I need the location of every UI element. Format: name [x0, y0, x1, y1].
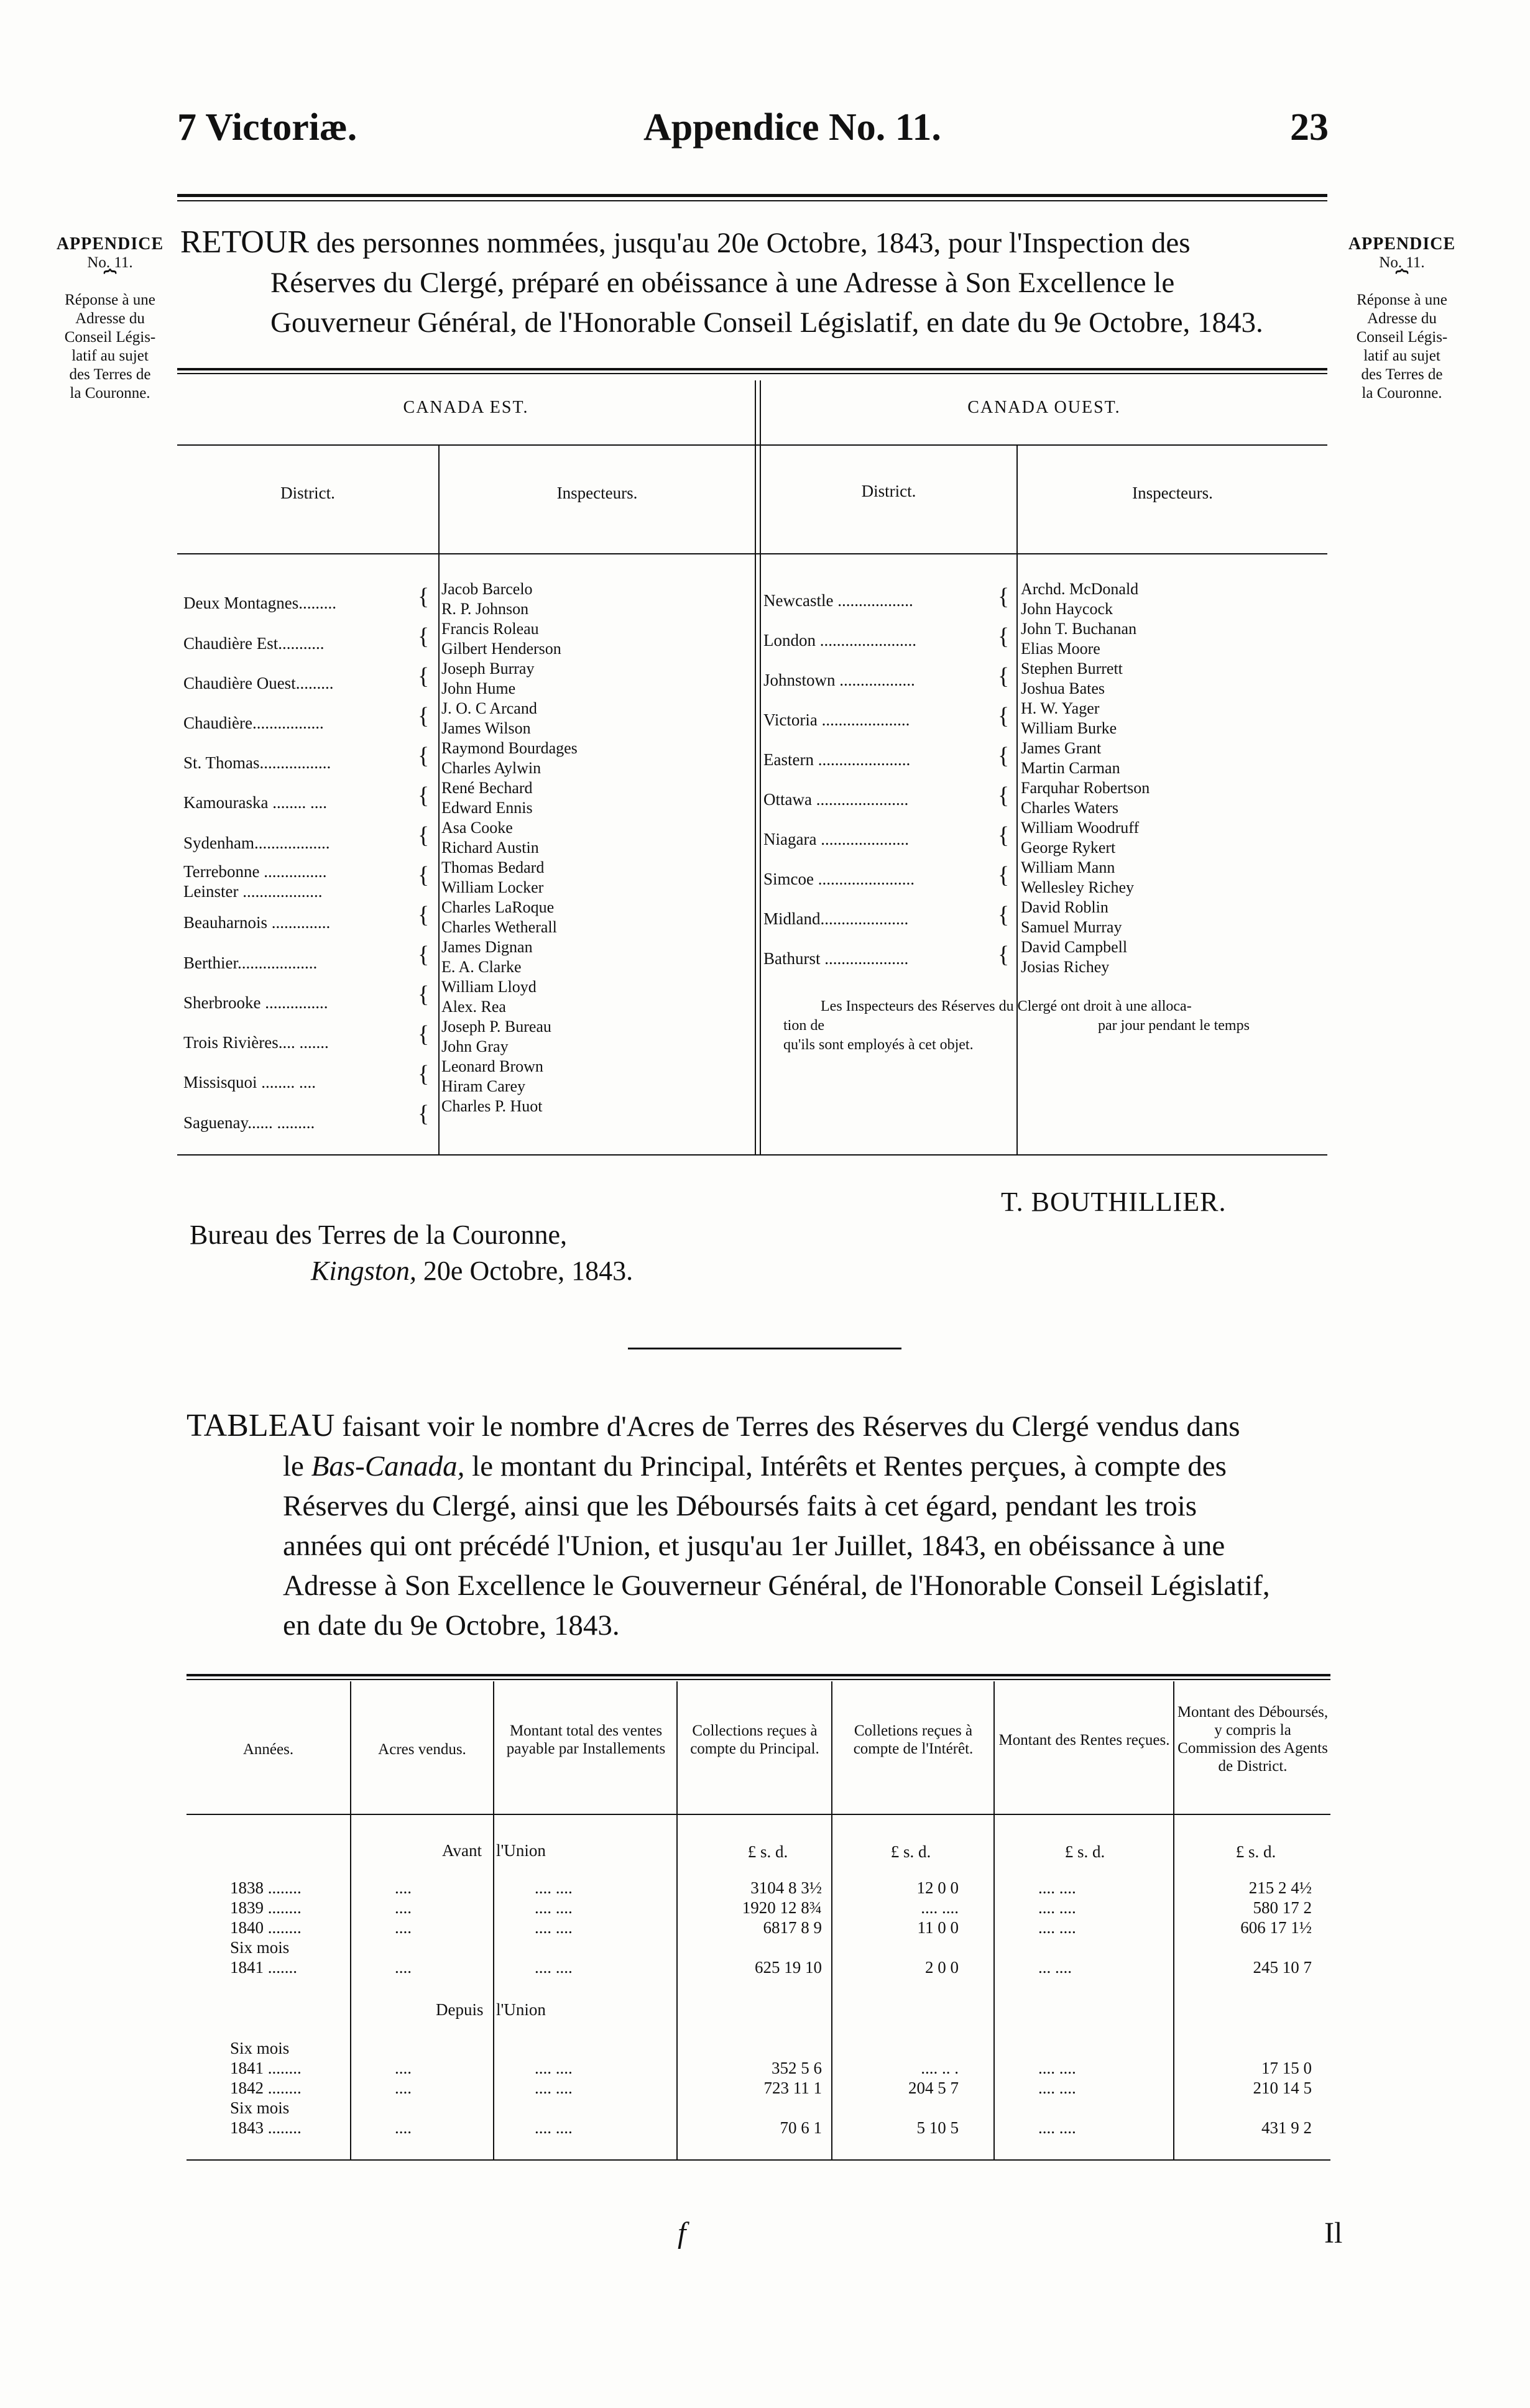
side-note-line: la Couronne. — [70, 385, 150, 402]
inspector: Samuel Murray — [1021, 918, 1122, 936]
inspector: Charles P. Huot — [441, 1097, 543, 1115]
th-ventes: Montant total des ventes payable par Installements — [506, 1722, 666, 1757]
inspector: William Mann — [1021, 858, 1115, 876]
depuis-label: Depuis — [436, 2000, 484, 2019]
district-est: Saguenay...... ......... — [183, 1113, 315, 1132]
page-number: 23 — [1290, 106, 1329, 149]
district-est: Chaudière................. — [183, 714, 324, 732]
rentes: .... .... — [1038, 1878, 1076, 1897]
table2-bottom-rule — [187, 2159, 1330, 2161]
header-rule — [177, 194, 1327, 197]
debourses: 580 17 2 — [1253, 1898, 1312, 1917]
inspector: J. O. C Arcand — [441, 699, 537, 717]
table2-col-rule — [676, 1681, 678, 2159]
district-ouest: Simcoe ....................... — [763, 870, 915, 888]
district-ouest: Midland..................... — [763, 909, 909, 928]
bureau-date-line — [190, 1253, 633, 1289]
note-fragment: par jour pendant le temps — [1098, 1018, 1250, 1034]
th-annees: Années. — [242, 1741, 294, 1758]
tableau-fragment: le — [283, 1450, 304, 1482]
inspector: Wellesley Richey — [1021, 878, 1135, 896]
table2-head-rule — [187, 1814, 1330, 1815]
brace-icon: { — [418, 1101, 430, 1127]
inspector: James Dignan — [441, 938, 533, 956]
inspector: E. A. Clarke — [441, 958, 522, 976]
th-interet: Colletions reçues à compte de l'Intérêt. — [853, 1722, 974, 1757]
tableau-line — [187, 1446, 1343, 1486]
year: 1843 ........ — [230, 2118, 302, 2137]
principal: 1920 12 8¾ — [742, 1898, 822, 1917]
inspector: Edward Ennis — [441, 799, 533, 817]
table1-top-rule — [177, 368, 1327, 370]
inspector: William Locker — [441, 878, 544, 896]
inspector: Charles Aylwin — [441, 759, 541, 777]
district-est: Missisquoi ........ .... — [183, 1073, 316, 1091]
principal: 625 19 10 — [755, 1958, 822, 1977]
inspector: Farquhar Robertson — [1021, 779, 1150, 797]
table1-bottom-rule — [177, 1154, 1327, 1156]
side-note-right — [1337, 235, 1467, 403]
tableau-line: Adresse à Son Excellence le Gouverneur Général, de l'Honorable Conseil Législatif, — [283, 1569, 1270, 1602]
district-est: Kamouraska ........ .... — [183, 793, 327, 812]
acres: .... — [395, 1898, 412, 1917]
section-divider — [628, 1348, 901, 1349]
note-line — [783, 1016, 1324, 1036]
year: 1841 ....... — [230, 1958, 297, 1977]
bureau-line: Bureau des Terres de la Couronne, — [190, 1220, 568, 1250]
table1-divider — [755, 380, 756, 1154]
rentes: .... .... — [1038, 1898, 1076, 1917]
rentes: .... .... — [1038, 2079, 1076, 2097]
district-est: Sherbrooke ............... — [183, 993, 328, 1012]
inspector: John Hume — [441, 679, 516, 697]
avant-label: l'Union — [496, 1841, 546, 1860]
ventes: .... .... — [535, 1878, 573, 1897]
inspector: Raymond Bourdages — [441, 739, 578, 757]
table2-col-rule — [493, 1681, 494, 2159]
tableau-line: Réserves du Clergé, ainsi que les Déboursés faits à cet égard, pendant les trois — [283, 1490, 1197, 1522]
depuis-label: l'Union — [496, 2000, 546, 2019]
brace-icon: ⏞ — [1395, 269, 1409, 294]
table1-head-rule — [177, 444, 1327, 446]
th-principal: Collections reçues à compte du Principal. — [690, 1722, 819, 1757]
side-note-number: No. 11. — [1379, 254, 1425, 271]
lsd-header: £ s. d. — [747, 1842, 788, 1861]
inspector: William Woodruff — [1021, 819, 1140, 837]
district-est: Leinster ................... — [183, 882, 323, 901]
acres: .... — [395, 2118, 412, 2137]
col-inspecteurs: Inspecteurs. — [556, 484, 638, 502]
year: 1841 ........ — [230, 2059, 302, 2077]
year: Six mois — [230, 2039, 290, 2057]
table2-top-rule-thin — [187, 1679, 1330, 1680]
ventes: .... .... — [535, 1898, 573, 1917]
acres: .... — [395, 2059, 412, 2077]
district-ouest: London ....................... — [763, 631, 916, 650]
district-est: St. Thomas................. — [183, 753, 331, 772]
inspectors-ouest-list — [1021, 579, 1150, 977]
acres: .... — [395, 1878, 412, 1897]
inspector: Charles LaRoque — [441, 898, 555, 916]
note-line: qu'ils sont employés à cet objet. — [783, 1037, 974, 1053]
tableau-fragment: le montant du Principal, Intérêts et Rentes perçues, à compte des — [472, 1450, 1227, 1482]
inspector: Gilbert Henderson — [441, 640, 561, 658]
principal: 6817 8 9 — [763, 1918, 822, 1937]
side-note-line: latif au sujet — [1363, 347, 1440, 364]
inspector: Asa Cooke — [441, 819, 513, 837]
side-note-line: des Terres de — [1361, 366, 1443, 383]
principal: 70 6 1 — [780, 2118, 822, 2137]
retour-line: Réserves du Clergé, préparé en obéissance à une Adresse à Son Excellence le — [270, 267, 1175, 299]
year: Six mois — [230, 2098, 290, 2117]
ventes: .... .... — [535, 1958, 573, 1977]
inspector: Josias Richey — [1021, 958, 1110, 976]
bureau-place: Kingston, — [311, 1256, 417, 1286]
rentes: .... .... — [1038, 2118, 1076, 2137]
inspector: George Rykert — [1021, 839, 1116, 857]
inspector: Hiram Carey — [441, 1077, 526, 1095]
footer-mark: Il — [1324, 2217, 1343, 2249]
inspector: Alex. Rea — [441, 998, 506, 1016]
note-line: Les Inspecteurs des Réserves du Clergé ont droit à une alloca- — [821, 998, 1192, 1014]
table1-subhead-rule — [177, 553, 1327, 554]
inspector: James Grant — [1021, 739, 1102, 757]
inspector: R. P. Johnson — [441, 600, 529, 618]
header-volume: 7 Victoriæ. — [177, 106, 357, 149]
inspector: John T. Buchanan — [1021, 620, 1137, 638]
tableau-lead: TABLEAU — [187, 1408, 335, 1443]
inspector: Joseph P. Bureau — [441, 1018, 551, 1036]
table1-col-rule — [438, 444, 440, 1154]
inspector: Thomas Bedard — [441, 858, 545, 876]
side-note-line: Conseil Légis- — [64, 329, 156, 346]
retour-lead: RETOUR — [180, 224, 310, 260]
district-est: Trois Rivières.... ....... — [183, 1033, 329, 1052]
th-debourses: Montant des Déboursés, y compris la Commission des Agents de District. — [1177, 1704, 1329, 1775]
tableau-line: en date du 9e Octobre, 1843. — [283, 1609, 620, 1642]
inspector: James Wilson — [441, 719, 531, 737]
year: 1839 ........ — [230, 1898, 302, 1917]
bureau-block — [190, 1217, 633, 1289]
interet: 204 5 7 — [908, 2079, 959, 2097]
header-appendix: Appendice No. 11. — [643, 106, 941, 149]
table2-col-rule — [993, 1681, 995, 2159]
principal: 3104 8 3½ — [750, 1878, 822, 1897]
interet: 2 0 0 — [925, 1958, 959, 1977]
debourses: 606 17 1½ — [1240, 1918, 1312, 1937]
inspector: Jacob Barcelo — [441, 580, 533, 598]
district-ouest: Johnstown .................. — [763, 671, 915, 689]
side-note-line: Conseil Légis- — [1356, 329, 1448, 346]
side-note-line: latif au sujet — [71, 347, 149, 364]
district-est: Beauharnois .............. — [183, 913, 331, 932]
interet: 12 0 0 — [916, 1878, 959, 1897]
tableau-fragment: Bas-Canada, — [311, 1450, 465, 1482]
ventes: .... .... — [535, 1918, 573, 1937]
district-ouest: Niagara ..................... — [763, 830, 909, 848]
side-note-title: APPENDICE — [1348, 234, 1456, 254]
table2-top-rule — [187, 1674, 1330, 1676]
allocation-note — [783, 997, 1324, 1055]
debourses: 431 9 2 — [1261, 2118, 1312, 2137]
brace-icon: ⏞ — [103, 269, 117, 294]
canada-ouest-title: CANADA OUEST. — [967, 398, 1121, 417]
tableau-title — [187, 1406, 1343, 1645]
district-ouest: Newcastle .................. — [763, 591, 913, 610]
retour-title — [180, 223, 1337, 342]
note-fragment: tion de — [783, 1018, 824, 1034]
side-note-line: Réponse à une — [1357, 292, 1447, 308]
table2-col-rule — [1173, 1681, 1174, 2159]
signature: T. BOUTHILLIER. — [1001, 1187, 1227, 1217]
district-ouest: Bathurst .................... — [763, 949, 909, 968]
acres: .... — [395, 1918, 412, 1937]
side-note-line: des Terres de — [69, 366, 151, 383]
acres: .... — [395, 1958, 412, 1977]
col-district: District. — [280, 484, 335, 502]
col-inspecteurs: Inspecteurs. — [1132, 484, 1213, 502]
acres: .... — [395, 2079, 412, 2097]
district-est: Berthier................... — [183, 954, 318, 972]
district-ouest: Victoria ..................... — [763, 710, 910, 729]
inspector: Stephen Burrett — [1021, 659, 1123, 678]
inspector: Charles Waters — [1021, 799, 1118, 817]
year: 1842 ........ — [230, 2079, 302, 2097]
inspector: Elias Moore — [1021, 640, 1100, 658]
col-district: District. — [861, 482, 916, 500]
inspectors-est-list — [441, 579, 578, 1116]
inspector: Charles Wetherall — [441, 918, 557, 936]
side-note-line: la Couronne. — [1362, 385, 1442, 402]
interet: .... .... — [921, 1898, 959, 1917]
brace-icon: { { { { { { { { { { — [998, 584, 1010, 968]
lsd-header: £ s. d. — [1064, 1842, 1105, 1861]
inspector: David Campbell — [1021, 938, 1128, 956]
inspector: David Roblin — [1021, 898, 1108, 916]
district-ouest: Ottawa ...................... — [763, 790, 909, 809]
inspector: William Burke — [1021, 719, 1117, 737]
table1-top-rule-thin — [177, 373, 1327, 374]
principal: 723 11 1 — [763, 2079, 822, 2097]
district-est: Deux Montagnes......... — [183, 594, 336, 612]
brace-icon: { { { { { { { { { { { { { — [418, 584, 430, 1087]
district-est: Chaudière Est........... — [183, 634, 325, 653]
interet: 11 0 0 — [917, 1918, 959, 1937]
inspector: John Haycock — [1021, 600, 1113, 618]
inspector: Leonard Brown — [441, 1057, 543, 1075]
bureau-date: 20e Octobre, 1843. — [423, 1256, 634, 1286]
side-note-line: Adresse du — [1367, 310, 1437, 327]
inspector: Francis Roleau — [441, 620, 539, 638]
th-acres: Acres vendus. — [378, 1741, 466, 1758]
interet: 5 10 5 — [916, 2118, 959, 2137]
signature-mark: f — [678, 2217, 686, 2249]
inspector: John Gray — [441, 1037, 509, 1055]
side-note-left — [45, 235, 175, 403]
lsd-header: £ s. d. — [890, 1842, 931, 1861]
ventes: .... .... — [535, 2059, 573, 2077]
inspector: Joshua Bates — [1021, 679, 1105, 697]
table2-col-rule — [831, 1681, 832, 2159]
principal: 352 5 6 — [772, 2059, 822, 2077]
retour-line: des personnes nommées, jusqu'au 20e Octobre, 1843, pour l'Inspection des — [316, 227, 1191, 259]
side-note-line: Adresse du — [75, 310, 145, 327]
inspector: Archd. McDonald — [1021, 580, 1139, 598]
tableau-line: faisant voir le nombre d'Acres de Terres des Réserves du Clergé vendus dans — [342, 1410, 1240, 1443]
inspector: Martin Carman — [1021, 759, 1120, 777]
ventes: .... .... — [535, 2118, 573, 2137]
year: 1838 ........ — [230, 1878, 302, 1897]
district-est: Chaudière Ouest......... — [183, 674, 334, 692]
lsd-header: £ s. d. — [1235, 1842, 1276, 1861]
side-note-title: APPENDICE — [56, 234, 164, 254]
debourses: 210 14 5 — [1253, 2079, 1312, 2097]
rentes: .... .... — [1038, 1918, 1076, 1937]
debourses: 215 2 4½ — [1248, 1878, 1312, 1897]
ventes: .... .... — [535, 2079, 573, 2097]
inspector: H. W. Yager — [1021, 699, 1100, 717]
inspector: Richard Austin — [441, 839, 539, 857]
canada-est-title: CANADA EST. — [403, 398, 529, 417]
retour-line: Gouverneur Général, de l'Honorable Conseil Législatif, en date du 9e Octobre, 1843. — [270, 306, 1263, 339]
debourses: 17 15 0 — [1261, 2059, 1312, 2077]
inspector: René Bechard — [441, 779, 533, 797]
side-note-line: Réponse à une — [65, 292, 155, 308]
debourses: 245 10 7 — [1253, 1958, 1312, 1977]
inspector: Joseph Burray — [441, 659, 535, 678]
rentes: ... .... — [1038, 1958, 1072, 1977]
interet: .... .. . — [921, 2059, 959, 2077]
district-ouest: Eastern ...................... — [763, 750, 911, 769]
th-rentes: Montant des Rentes reçues. — [998, 1732, 1170, 1749]
district-est: Sydenham.................. — [183, 834, 330, 852]
header-rule-thin — [177, 200, 1327, 201]
district-est: Terrebonne ............... — [183, 862, 327, 881]
tableau-line: années qui ont précédé l'Union, et jusqu'au 1er Juillet, 1843, en obéissance à une — [283, 1530, 1225, 1562]
year: Six mois — [230, 1938, 290, 1957]
rentes: .... .... — [1038, 2059, 1076, 2077]
avant-label: Avant — [442, 1841, 482, 1860]
year: 1840 ........ — [230, 1918, 302, 1937]
inspector: William Lloyd — [441, 978, 537, 996]
side-note-number: No. 11. — [87, 254, 133, 271]
